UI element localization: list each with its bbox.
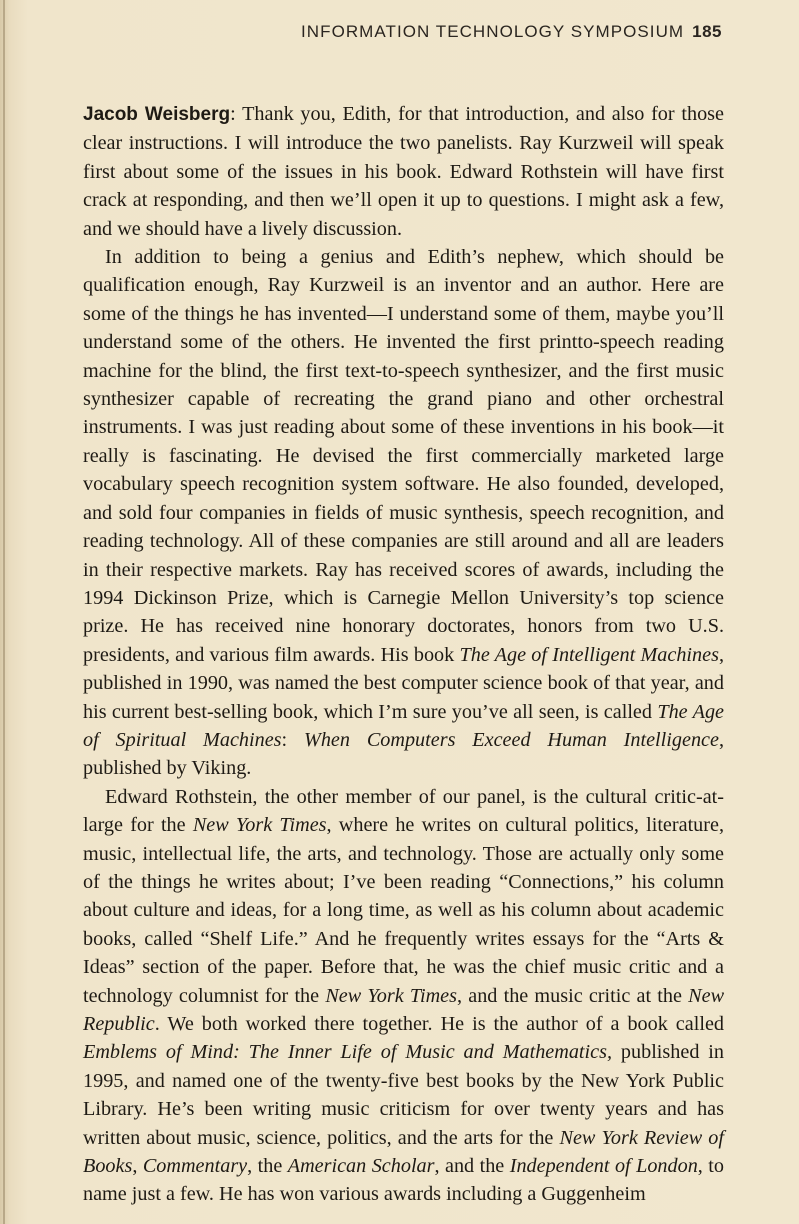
text-run: , the bbox=[247, 1155, 288, 1178]
text-run: , bbox=[132, 1155, 143, 1178]
text-run: , and the music critic at the bbox=[457, 984, 689, 1007]
paragraph-2 bbox=[83, 243, 724, 783]
main-text bbox=[83, 100, 724, 1209]
publication-title: Independent of London bbox=[509, 1155, 698, 1178]
text-run: , published by Viking. bbox=[83, 728, 725, 780]
publication-title: New York Review of Books bbox=[83, 1126, 724, 1178]
text-run: , to name just a few. He has won various awards including a Guggenheim bbox=[83, 1155, 724, 1206]
publication-title: New Republic bbox=[83, 984, 725, 1035]
text-run: , where he writes on cultural politics, literature, music, intellectual life, the arts, and technology. Those are actually only some of the things he writes about; I’ve been reading “Connections,” his column about culture and ideas, for a long time, as well as his column about academic books, called “Shelf Life.” And he frequently writes essays for the “Arts & Ideas” section of the paper. Before that, he was the chief music critic and a technology columnist for the bbox=[83, 814, 725, 1007]
paragraph-1 bbox=[83, 100, 724, 243]
text-run: , and the bbox=[434, 1155, 510, 1178]
running-header bbox=[0, 22, 722, 42]
text-run: . We both worked there together. He is the author of a book called bbox=[154, 1013, 724, 1035]
publication-title: American Scholar bbox=[287, 1155, 435, 1178]
text-run: In addition to being a genius and Edith’s nephew, which should be qualification enough, Ray Kurzweil is an inventor and an author. Here are some of the things he has invented—I understand some of them, maybe you’ll understand some of the others. He invented the first printto-speech reading machine for the blind, the first text-to-speech synthesizer, and the first music synthesizer capable of recreating the grand piano and other orchestral instruments. I was just reading about some of these inventions in his book—it really is fascinating. He devised the first commercially marketed large vocabulary speech recognition system software. He also founded, developed, and sold four companies in fields of music synthesis, speech recognition, and reading technology. All of these companies are still around and all are leaders in their respective markets. Ray has received scores of awards, including the 1994 Dickinson Prize, which is Carnegie Mellon University’s top science prize. He has received nine honorary doctorates, honors from two U.S. presidents, and various film awards. His book bbox=[83, 246, 724, 666]
paragraph-3 bbox=[83, 783, 724, 1209]
book-title: Emblems of Mind: The Inner Life of Music and Mathematics, bbox=[83, 1041, 613, 1064]
text-run: : bbox=[281, 728, 305, 751]
text-run: , published in 1990, was named the best computer science book of that year, and his current best-selling book, which I’m sure you’ve all seen, is called bbox=[83, 643, 724, 723]
publication-title: Commentary bbox=[142, 1155, 248, 1178]
publication-title: New York Times bbox=[325, 984, 457, 1007]
book-title: The Age of Spiritual Machines bbox=[83, 700, 724, 751]
publication-title: New York Times bbox=[192, 814, 327, 837]
book-subtitle: When Computers Exceed Human Intelligence bbox=[304, 728, 719, 751]
running-title: INFORMATION TECHNOLOGY SYMPOSIUM bbox=[301, 22, 685, 41]
page-number: 185 bbox=[692, 22, 722, 41]
speaker-name: Jacob Weisberg bbox=[83, 104, 231, 125]
page-gutter bbox=[3, 0, 5, 1224]
text-run: Edward Rothstein, the other member of our panel, is the cultural critic-at-large for the bbox=[83, 785, 724, 837]
text-run: published in 1995, and named one of the twenty-five best books by the New York Public Library. He’s been writing music criticism for over twenty years and has written about music, science, politics, and the arts for the bbox=[83, 1041, 724, 1149]
book-title: The Age of Intelligent Machines bbox=[459, 643, 719, 666]
text-run: : Thank you, Edith, for that introduction, and also for those clear instructions. I will introduce the two panelists. Ray Kurzweil will speak first about some of the issues in his book. Edward Rothstein will have first crack at responding, and then we’ll open it up to questions. I might ask a few, and we should have a lively discussion. bbox=[83, 103, 724, 240]
